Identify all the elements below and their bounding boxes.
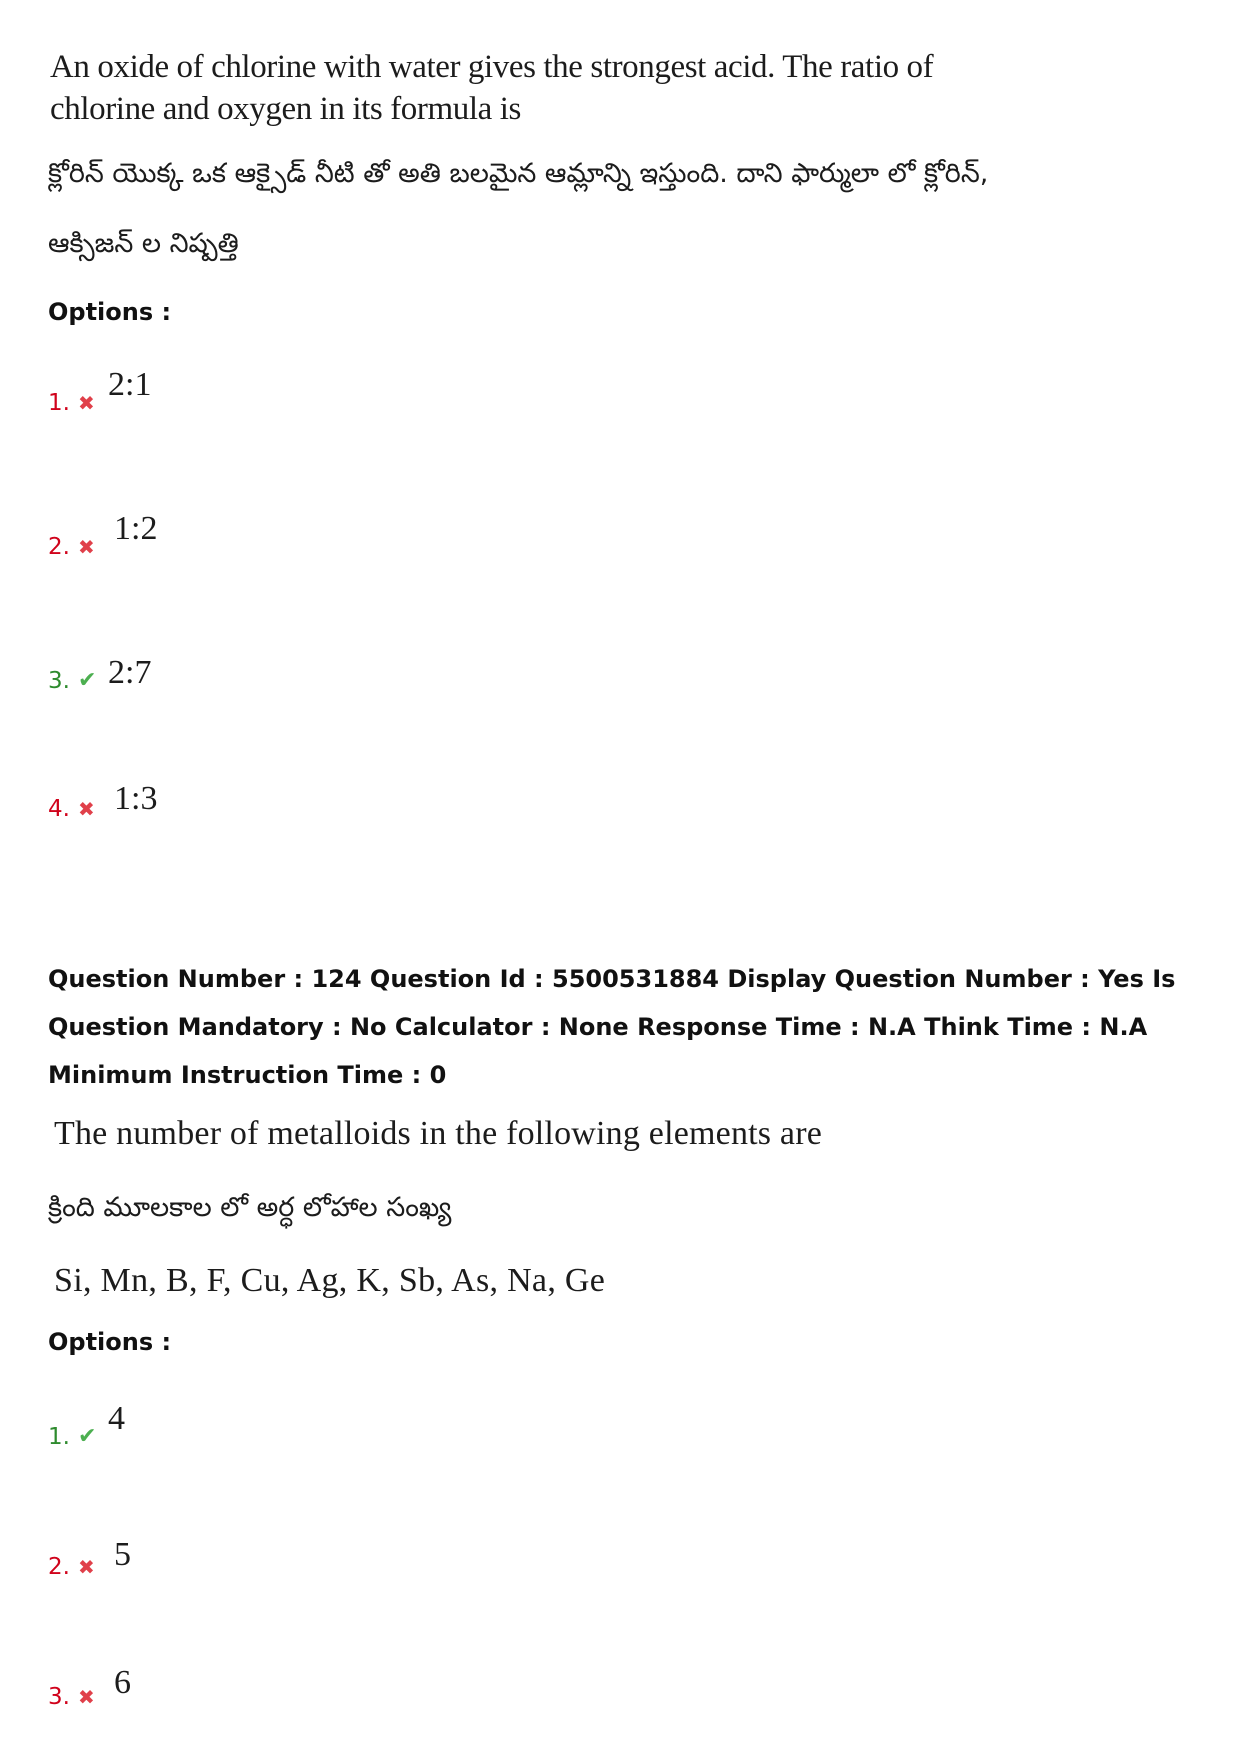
question-1-option-3 (48, 644, 151, 694)
option-value: 2:1 (108, 366, 152, 403)
question-1-text-english: An oxide of chlorine with water gives the strongest acid. The ratio of chlorine and oxygen in its formula is (50, 49, 934, 127)
question-2-option-1 (48, 1400, 125, 1450)
option-value: 6 (114, 1664, 131, 1701)
option-number: 1. (48, 390, 70, 416)
cross-icon: ✖ (78, 1555, 95, 1579)
question-1-option-1 (48, 366, 151, 416)
question-1-options-heading: Options : (48, 298, 172, 326)
question-1-option-2 (48, 510, 157, 560)
question-1-text-telugu-line-1: క్లోరిన్ యొక్క ఒక ఆక్సైడ్ నీటి తో అతి బలమైన ఆమ్లాన్ని ఇస్తుంది. దాని ఫార్ములా లో క్లోరిన్, (48, 158, 989, 189)
question-1-text-telugu-line-2: ఆక్సిజన్ ల నిష్పత్తి (48, 228, 239, 259)
option-number: 2. (48, 1554, 70, 1580)
question-2-option-2 (48, 1530, 131, 1580)
question-2-option-3 (48, 1660, 131, 1710)
option-number: 4. (48, 796, 70, 822)
cross-icon: ✖ (78, 1685, 95, 1709)
question-2-text-english: The number of metalloids in the following elements are (54, 1115, 823, 1152)
question-1-option-4 (48, 772, 157, 822)
option-value: 5 (114, 1536, 131, 1573)
cross-icon: ✖ (78, 535, 95, 559)
option-number: 3. (48, 1684, 70, 1710)
cross-icon: ✖ (78, 797, 95, 821)
question-2-element-list: Si, Mn, B, F, Cu, Ag, K, Sb, As, Na, Ge (54, 1262, 606, 1299)
question-2-metadata: Question Number : 124 Question Id : 5500531884 Display Question Number : Yes Is Question Mandatory : No Calculator : None Response Time : N.A Think Time : N.A Minimum Instruction Time : 0 (48, 965, 1176, 1089)
cross-icon: ✖ (78, 391, 95, 415)
question-2-options-heading: Options : (48, 1328, 172, 1356)
check-icon: ✔ (78, 1424, 97, 1449)
question-2-text-telugu: క్రింది మూలకాల లో అర్ధ లోహాల సంఖ్య (48, 1192, 452, 1223)
option-value: 4 (108, 1400, 125, 1437)
option-value: 2:7 (108, 654, 152, 691)
option-value: 1:2 (114, 510, 158, 547)
option-number: 2. (48, 534, 70, 560)
option-number: 3. (48, 668, 70, 694)
check-icon: ✔ (78, 668, 97, 693)
option-value: 1:3 (114, 780, 158, 817)
option-number: 1. (48, 1424, 70, 1450)
